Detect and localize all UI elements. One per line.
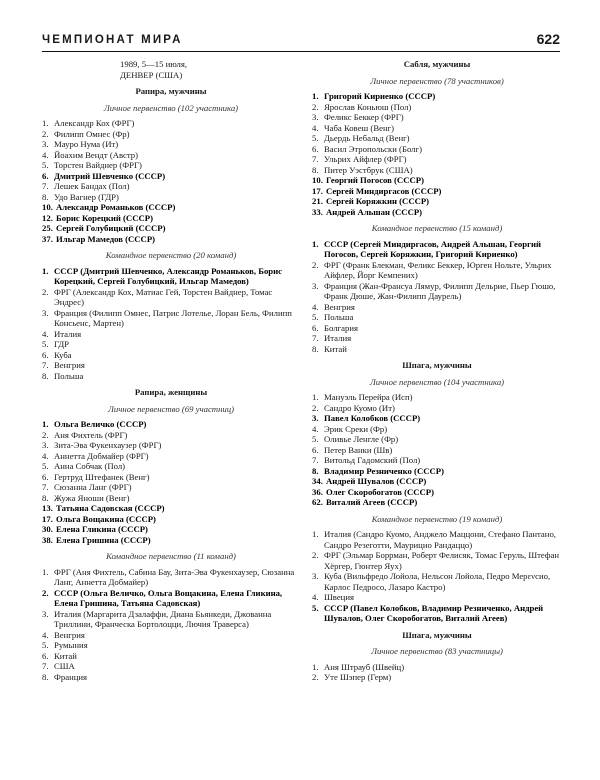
- result-text: Филипп Омнес (Фр): [54, 128, 130, 139]
- page-number: 622: [536, 31, 560, 47]
- list-item: [312, 445, 562, 456]
- list-item: [42, 482, 300, 493]
- list-item: [312, 487, 562, 498]
- list-item: [312, 186, 562, 197]
- result-text: Сергей Коряжкин (СССР): [326, 196, 430, 206]
- place-number: 34.: [312, 476, 323, 486]
- result-text: США: [54, 661, 75, 671]
- result-text: Уте Шэпер (Герм): [324, 672, 392, 682]
- list-item: [42, 609, 300, 630]
- results-section: [312, 59, 562, 217]
- list-item: [42, 213, 300, 224]
- result-text: СССР (Сергей Миндиргасов, Андрей Альшан, Георгий Погосов, Сергей Коряжкин, Григорий Кириенко): [324, 238, 542, 259]
- list-item: [42, 139, 300, 150]
- place-number: 7.: [312, 333, 319, 343]
- place-number: 17.: [312, 185, 323, 196]
- list-item: [312, 662, 562, 673]
- results-list: [42, 419, 300, 545]
- competition-subheading: Командное первенство (20 команд): [105, 250, 237, 260]
- result-text: Борис Корецкий (СССР): [56, 212, 153, 223]
- result-text: Анна Собчак (Пол): [54, 461, 126, 471]
- results-list: [312, 529, 562, 624]
- place-number: 2.: [42, 587, 49, 598]
- result-text: Италия: [324, 333, 352, 343]
- place-number: 7.: [312, 455, 319, 465]
- list-item: [42, 461, 300, 472]
- place-number: 38.: [42, 534, 53, 545]
- place-number: 1.: [312, 238, 319, 249]
- list-item: [42, 287, 300, 308]
- place-number: 5.: [42, 461, 49, 471]
- result-text: Сергей Голубицкий (СССР): [56, 223, 166, 233]
- event-dates: 1989, 5—15 июля,: [120, 59, 188, 69]
- place-number: 8.: [42, 370, 49, 381]
- result-text: Григорий Кириенко (СССР): [324, 91, 436, 101]
- place-number: 4.: [312, 592, 319, 602]
- list-item: [42, 672, 300, 683]
- place-number: 6.: [312, 322, 319, 333]
- list-item: [312, 239, 562, 260]
- result-text: СССР (Дмитрий Шевченко, Александр Романьков, Борис Корецкий, Сергей Голубицкий, Ильгар Мамедов): [54, 265, 282, 286]
- list-item: [42, 651, 300, 662]
- list-item: [42, 339, 300, 350]
- results-section: [42, 551, 300, 682]
- place-number: 25.: [42, 223, 53, 233]
- list-item: [312, 455, 562, 466]
- place-number: 1.: [42, 265, 49, 276]
- place-number: 6.: [312, 444, 319, 455]
- place-number: 10.: [42, 202, 53, 212]
- result-text: Мауро Нума (Ит): [54, 139, 119, 149]
- list-item: [42, 181, 300, 192]
- competition-subheading: Командное первенство (11 команд): [106, 551, 236, 561]
- place-number: 7.: [312, 154, 319, 164]
- place-number: 8.: [42, 191, 49, 202]
- event-info: [42, 59, 300, 80]
- list-item: [312, 207, 562, 218]
- place-number: 4.: [42, 450, 49, 461]
- results-section: [312, 360, 562, 508]
- result-text: Елена Гликина (СССР): [56, 524, 148, 534]
- list-item: [312, 550, 562, 571]
- event-heading: Сабля, мужчины: [403, 59, 471, 69]
- list-item: [42, 419, 300, 430]
- result-text: Петер Ванки (Шв): [324, 444, 393, 455]
- result-text: Аня Фихтель (ФРГ): [54, 429, 128, 440]
- results-section: [42, 86, 300, 244]
- list-item: [42, 472, 300, 483]
- result-text: Ульрих Айфлер (ФРГ): [324, 154, 407, 164]
- result-text: Гертруд Штефанек (Венг): [54, 471, 150, 482]
- place-number: 4.: [42, 328, 49, 339]
- result-text: Мануэль Перейра (Исп): [324, 392, 413, 402]
- results-list: [312, 392, 562, 508]
- list-item: [42, 118, 300, 129]
- place-number: 7.: [42, 661, 49, 671]
- place-number: 2.: [42, 429, 49, 440]
- list-item: [42, 440, 300, 451]
- list-item: [312, 571, 562, 592]
- place-number: 3.: [312, 571, 319, 581]
- list-item: [312, 497, 562, 508]
- competition-subheading: Личное первенство (69 участниц): [108, 403, 234, 414]
- list-item: [42, 503, 300, 514]
- place-number: 4.: [312, 301, 319, 312]
- result-text: Аня Штрауб (Швейц): [324, 661, 405, 672]
- place-number: 6.: [42, 471, 49, 482]
- event-heading: Рапира, женщины: [134, 387, 208, 397]
- list-item: [312, 672, 562, 683]
- result-text: Болгария: [324, 322, 358, 333]
- list-item: [42, 150, 300, 161]
- list-item: [42, 360, 300, 371]
- result-text: Андрей Альшан (СССР): [326, 206, 423, 217]
- list-item: [42, 234, 300, 245]
- place-number: 7.: [42, 482, 49, 492]
- results-list: [312, 662, 562, 683]
- place-number: 5.: [312, 434, 319, 444]
- result-text: Александр Кох (ФРГ): [54, 118, 135, 128]
- place-number: 8.: [312, 343, 319, 354]
- place-number: 8.: [42, 671, 49, 682]
- place-number: 3.: [312, 413, 319, 423]
- place-number: 62.: [312, 497, 323, 507]
- results-section: [312, 630, 562, 683]
- running-title: ЧЕМПИОНАТ МИРА: [42, 34, 183, 46]
- result-text: Йоахим Вендт (Австр): [54, 149, 139, 160]
- right-column: [312, 59, 562, 689]
- place-number: 1.: [42, 566, 49, 577]
- place-number: 3.: [42, 440, 49, 450]
- results-list: [312, 239, 562, 355]
- place-number: 8.: [42, 492, 49, 503]
- place-number: 1.: [312, 91, 319, 101]
- results-list: [42, 567, 300, 683]
- result-text: ФРГ (Эльмар Боррман, Роберт Фелисяк, Томас Геруль, Штефан Хёргер, Гюнтер Яух): [324, 550, 559, 571]
- result-text: Витольд Гадомский (Пол): [324, 455, 421, 465]
- list-item: [312, 434, 562, 445]
- result-text: Италия: [54, 328, 82, 339]
- place-number: 6.: [42, 650, 49, 661]
- list-item: [312, 260, 562, 281]
- place-number: 8.: [312, 465, 319, 476]
- place-number: 2.: [312, 259, 319, 270]
- list-item: [42, 202, 300, 213]
- result-text: Васил Этропольски (Болг): [324, 143, 422, 154]
- results-section: [312, 514, 562, 624]
- place-number: 5.: [42, 160, 49, 170]
- result-text: Куба (Вильфредо Лойола, Нельсон Лойола, Педро Мерενсио, Карлос Педросо, Лазаро Кастро): [324, 571, 551, 592]
- result-text: Виталий Агеев (СССР): [326, 497, 418, 507]
- place-number: 2.: [42, 286, 49, 297]
- event-heading: Шпага, мужчины: [402, 629, 472, 640]
- place-number: 30.: [42, 524, 53, 534]
- place-number: 13.: [42, 503, 53, 513]
- result-text: Олег Скоробогатов (СССР): [326, 486, 434, 497]
- place-number: 3.: [42, 608, 49, 619]
- result-text: Румыния: [54, 640, 88, 650]
- place-number: 2.: [42, 128, 49, 139]
- competition-subheading: Личное первенство (104 участника): [369, 376, 505, 387]
- list-item: [312, 323, 562, 334]
- competition-subheading: Личное первенство (83 участницы): [371, 646, 503, 656]
- list-item: [312, 91, 562, 102]
- list-item: [312, 424, 562, 435]
- result-text: Польша: [324, 312, 354, 322]
- place-number: 1.: [312, 661, 319, 672]
- list-item: [312, 413, 562, 424]
- result-text: Андрей Шувалов (СССР): [326, 476, 427, 486]
- result-text: Сергей Миндиргасов (СССР): [326, 185, 442, 196]
- place-number: 4.: [42, 629, 49, 640]
- event-heading: Рапира, мужчины: [135, 86, 207, 96]
- result-text: ГДР: [54, 339, 70, 349]
- place-number: 2.: [312, 402, 319, 413]
- list-item: [312, 196, 562, 207]
- list-item: [42, 451, 300, 462]
- result-text: Венгрия: [54, 629, 85, 640]
- results-section: [42, 250, 300, 381]
- result-text: Ильгар Мамедов (СССР): [56, 233, 156, 244]
- place-number: 12.: [42, 212, 53, 223]
- list-item: [42, 514, 300, 525]
- results-list: [42, 266, 300, 382]
- result-text: Куба: [54, 349, 72, 360]
- list-item: [42, 661, 300, 672]
- result-text: Удо Вагнер (ГДР): [54, 191, 119, 202]
- place-number: 5.: [312, 133, 319, 143]
- place-number: 17.: [42, 513, 53, 524]
- list-item: [42, 223, 300, 234]
- place-number: 37.: [42, 233, 53, 244]
- event-heading: Шпага, мужчины: [402, 360, 472, 370]
- result-text: СССР (Павел Колобков, Владимир Резниченко, Андрей Шувалов, Олег Скоробогатов, Виталий Агеев): [324, 602, 544, 623]
- place-number: 3.: [312, 112, 319, 122]
- place-number: 2.: [312, 101, 319, 112]
- place-number: 5.: [312, 602, 319, 613]
- result-text: Павел Колобков (СССР): [324, 413, 421, 423]
- result-text: Оливье Ленгле (Фр): [324, 434, 399, 444]
- list-item: [42, 524, 300, 535]
- place-number: 21.: [312, 196, 323, 206]
- place-number: 4.: [42, 149, 49, 160]
- place-number: 7.: [42, 360, 49, 370]
- result-text: Китай: [324, 343, 347, 354]
- list-item: [312, 102, 562, 113]
- place-number: 36.: [312, 486, 323, 497]
- result-text: Ольга Величко (СССР): [54, 419, 147, 429]
- result-text: Зита-Эва Фукенхаузер (ФРГ): [54, 440, 162, 450]
- list-item: [312, 529, 562, 550]
- list-item: [312, 312, 562, 323]
- place-number: 3.: [42, 139, 49, 149]
- list-item: [312, 165, 562, 176]
- place-number: 3.: [42, 307, 49, 318]
- list-item: [312, 592, 562, 603]
- list-item: [312, 123, 562, 134]
- results-section: [312, 223, 562, 354]
- place-number: 8.: [312, 164, 319, 175]
- result-text: Феликс Беккер (ФРГ): [324, 112, 404, 122]
- list-item: [312, 466, 562, 477]
- result-text: Сюзанна Ланг (ФРГ): [54, 482, 132, 492]
- place-number: 1.: [42, 419, 49, 429]
- list-item: [42, 171, 300, 182]
- place-number: 1.: [312, 529, 319, 539]
- place-number: 2.: [312, 550, 319, 560]
- result-text: Венгрия: [54, 360, 85, 370]
- list-item: [42, 371, 300, 382]
- result-text: Ольга Вощакина (СССР): [56, 513, 156, 524]
- result-text: Елена Гришина (СССР): [56, 534, 151, 545]
- result-text: Китай: [54, 650, 77, 661]
- result-text: ФРГ (Аня Фихтель, Сабина Бау, Зита-Эва Фукенхаузер, Сюзанна Ланг, Аннетта Добмайер): [54, 566, 295, 587]
- result-text: ФРГ (Александр Кох, Матиас Гей, Торстен Вайднер, Томас Эндрес): [54, 286, 273, 307]
- place-number: 7.: [42, 181, 49, 191]
- result-text: Польша: [54, 370, 84, 381]
- place-number: 5.: [42, 640, 49, 650]
- place-number: 6.: [312, 143, 319, 154]
- event-place: ДЕНВЕР (США): [120, 69, 183, 80]
- left-column: [42, 59, 300, 688]
- list-item: [312, 175, 562, 186]
- result-text: Италия (Сандро Куомо, Анджело Маццони, Стефано Пантано, Сандро Резеготти, Маурицио Рандаццо): [324, 529, 556, 550]
- page-header: [42, 31, 560, 52]
- list-item: [42, 129, 300, 140]
- list-item: [312, 333, 562, 344]
- result-text: Лешек Бандах (Пол): [54, 181, 130, 191]
- place-number: 33.: [312, 206, 323, 217]
- result-text: Франция: [54, 671, 88, 682]
- result-text: Александр Романьков (СССР): [56, 202, 176, 212]
- list-item: [312, 476, 562, 487]
- list-item: [42, 350, 300, 361]
- place-number: 3.: [312, 280, 319, 291]
- place-number: 5.: [42, 339, 49, 349]
- result-text: ФРГ (Франк Блекман, Феликс Беккер, Юрген Нольте, Ульрих Айфлер, Йорг Кемпених): [324, 259, 552, 280]
- list-item: [42, 308, 300, 329]
- result-text: Сандро Куомо (Ит): [324, 402, 395, 413]
- list-item: [312, 302, 562, 313]
- result-text: Эрик Среки (Фр): [324, 423, 388, 434]
- list-item: [312, 403, 562, 414]
- result-text: Аннетта Добмайер (ФРГ): [54, 450, 149, 461]
- place-number: 4.: [312, 423, 319, 434]
- competition-subheading: Командное первенство (19 команд): [371, 513, 503, 524]
- list-item: [312, 392, 562, 403]
- competition-subheading: Командное первенство (15 команд): [371, 223, 503, 233]
- place-number: 4.: [312, 122, 319, 133]
- place-number: 6.: [42, 170, 49, 181]
- list-item: [312, 281, 562, 302]
- result-text: Венгрия: [324, 301, 355, 312]
- list-item: [312, 112, 562, 123]
- result-text: Дмитрий Шевченко (СССР): [54, 170, 166, 181]
- list-item: [42, 266, 300, 287]
- place-number: 5.: [312, 312, 319, 322]
- list-item: [42, 329, 300, 340]
- result-text: Дьердь Небальд (Венг): [324, 133, 410, 143]
- list-item: [42, 630, 300, 641]
- results-list: [312, 91, 562, 217]
- place-number: 1.: [312, 392, 319, 402]
- list-item: [42, 588, 300, 609]
- result-text: Франция (Жан-Франсуа Лямур, Филипп Дельрие, Пьер Гюшо, Франк Дюше, Жан-Филипп Даурель): [324, 280, 556, 301]
- result-text: Италия (Маргарита Дзалаффи, Диана Бьянкеди, Джованна Триллини, Франческа Бортолоцци, Лючия Траверса): [54, 608, 272, 629]
- list-item: [42, 567, 300, 588]
- list-item: [312, 133, 562, 144]
- list-item: [42, 640, 300, 651]
- list-item: [312, 144, 562, 155]
- list-item: [42, 493, 300, 504]
- list-item: [42, 430, 300, 441]
- competition-subheading: Личное первенство (102 участника): [103, 102, 239, 113]
- list-item: [42, 192, 300, 203]
- list-item: [312, 154, 562, 165]
- results-section: [42, 387, 300, 545]
- result-text: Жужа Яноши (Венг): [54, 492, 130, 503]
- competition-subheading: Личное первенство (78 участников): [370, 75, 504, 86]
- place-number: 10.: [312, 175, 323, 185]
- results-list: [42, 118, 300, 244]
- result-text: Татьяна Садовская (СССР): [56, 503, 165, 513]
- result-text: Чаба Ковеш (Венг): [324, 122, 395, 133]
- result-text: Торстен Вайднер (ФРГ): [54, 160, 142, 170]
- list-item: [312, 603, 562, 624]
- result-text: Владимир Резниченко (СССР): [324, 465, 444, 476]
- list-item: [42, 535, 300, 546]
- result-text: Швеция: [324, 592, 354, 602]
- place-number: 2.: [312, 672, 319, 682]
- place-number: 1.: [42, 118, 49, 128]
- result-text: Франция (Филипп Омнес, Патрис Лотелье, Лоран Бель, Филипп Консьенс, Мартен): [54, 307, 292, 328]
- place-number: 6.: [42, 349, 49, 360]
- list-item: [312, 344, 562, 355]
- result-text: Ярослав Коньюш (Пол): [324, 101, 412, 112]
- result-text: Питер Уэстбрук (США): [324, 164, 413, 175]
- result-text: СССР (Ольга Величко, Ольга Вощакина, Елена Гликина, Елена Гришина, Татьяна Садовская): [54, 587, 283, 608]
- list-item: [42, 160, 300, 171]
- result-text: Георгий Погосов (СССР): [326, 175, 424, 185]
